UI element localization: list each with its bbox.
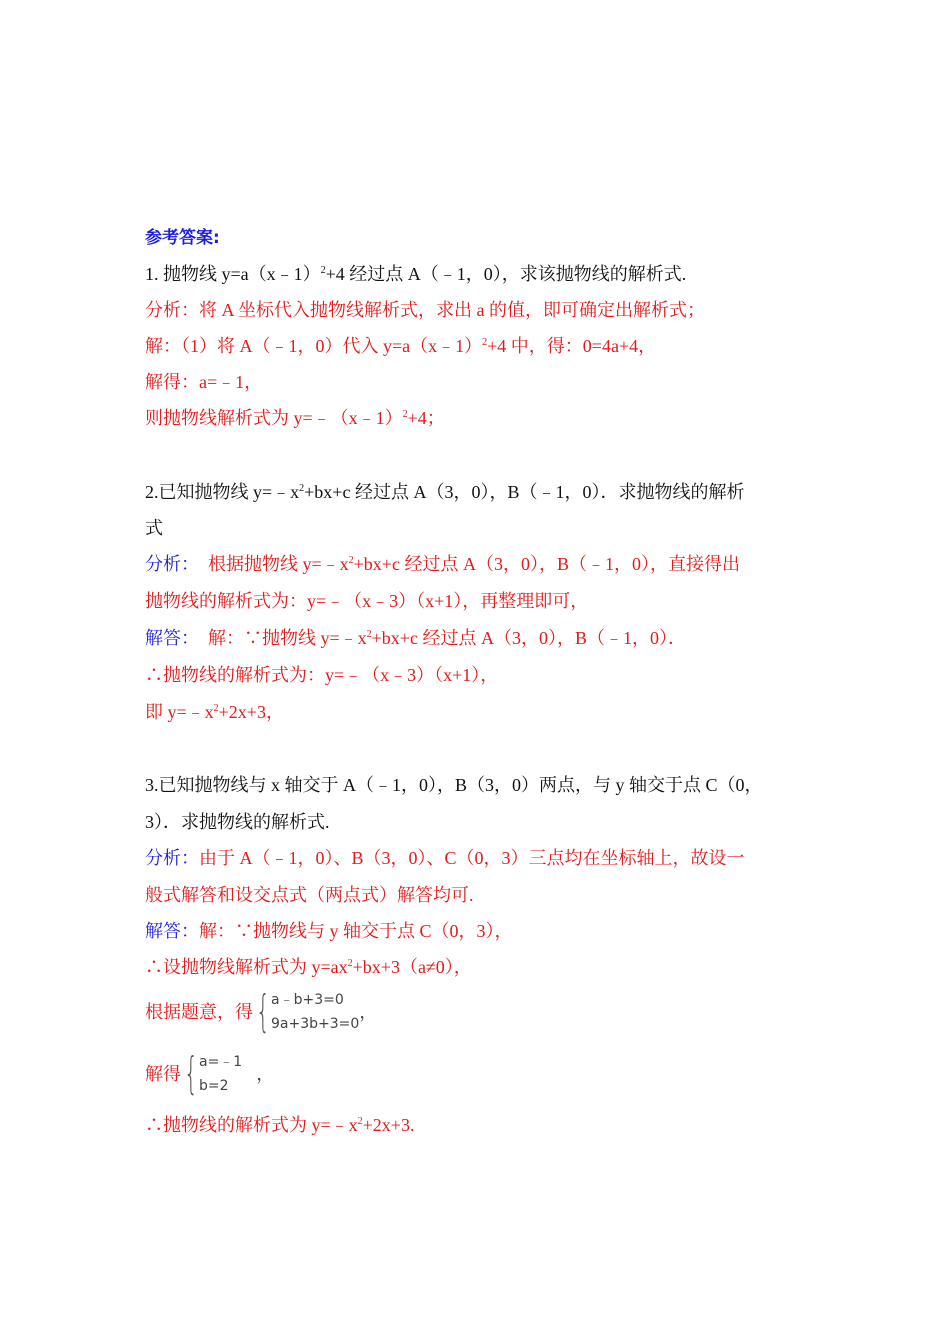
q1-solution-step1: 解：（1）将 A（﹣1，0）代入 y=a（x﹣1）$^2$+4 中，得：0=4a+4， [145, 336, 657, 356]
q2-answer-line2: ∴抛物线的解析式为：y=﹣（x﹣3）（x+1）， [145, 665, 499, 685]
equation-system-1: { a﹣b+3=0 9a+3b+3=0 [256, 986, 360, 1037]
answer-label: 解答： [145, 921, 199, 941]
q3-analysis-line1: 分析：由于 A（﹣1，0）、B（3，0）、C（0，3）三点均在坐标轴上，故设一 [145, 848, 745, 868]
q3-question-line1: 3.已知抛物线与 x 轴交于 A（﹣1，0），B（3，0）两点，与 y 轴交于点 C（0， [145, 775, 763, 795]
q3-answer-line4: 解得 { a=﹣1 b=2 ， [145, 1048, 275, 1099]
analysis-label: 分析： [145, 554, 199, 574]
answer-label: 解答： [145, 628, 199, 648]
analysis-label: 分析： [145, 848, 199, 868]
answer-heading: 参考答案: [145, 228, 220, 248]
q3-question-line2: 3）．求抛物线的解析式. [145, 812, 330, 832]
q1-solution-step2: 解得：a=﹣1， [145, 372, 263, 392]
q3-analysis-line2: 般式解答和设交点式（两点式）解答均可. [145, 885, 474, 905]
q2-question-line1: 2.已知抛物线 $y=﹣x^2+bx+c$ 经过点 A（3，0），B（﹣1，0）．求抛物线的解析 [145, 482, 745, 502]
equation-system-2: { a=﹣1 b=2 [184, 1048, 243, 1099]
left-brace-icon: { [256, 986, 270, 1037]
q3-answer-line1: 解答：解：∵抛物线与 y 轴交于点 C（0，3）， [145, 921, 513, 941]
q2-analysis-line2: 抛物线的解析式为：y=﹣（x﹣3）（x+1），再整理即可， [145, 591, 589, 611]
q1-question: 1. 抛物线 y=a（x﹣1）$^2$+4 经过点 A（﹣1，0），求该抛物线的解析式. [145, 264, 687, 284]
left-brace-icon: { [184, 1048, 198, 1099]
q3-answer-line2: ∴设抛物线解析式为 $y=ax^2+bx+3(a\ne 0)$， [145, 957, 472, 977]
q2-question-line2: 式 [145, 518, 163, 538]
q3-answer-line5: ∴抛物线的解析式为 $y=﹣x^2+2x+3$. [145, 1115, 415, 1135]
q1-solution-step3: 则抛物线解析式为 y=﹣（x﹣1）$^2$+4； [145, 408, 445, 428]
q1-analysis: 分析：将 A 坐标代入抛物线解析式，求出 a 的值，即可确定出解析式； [145, 300, 705, 320]
q3-answer-line3: 根据题意，得 { a﹣b+3=0 9a+3b+3=0 ， [145, 986, 378, 1037]
q2-answer-line1: 解答： 解：∵抛物线 $y=﹣x^2+bx+c$ 经过点 A（3，0），B（﹣1，0）． [145, 628, 686, 648]
q2-analysis-line1: 分析： 根据抛物线 $y=﹣x^2+bx+c$ 经过点 A（3，0），B（﹣1，0），直接得出 [145, 554, 740, 574]
q2-answer-line3: 即 $y=﹣x^2+2x+3$， [145, 702, 284, 722]
